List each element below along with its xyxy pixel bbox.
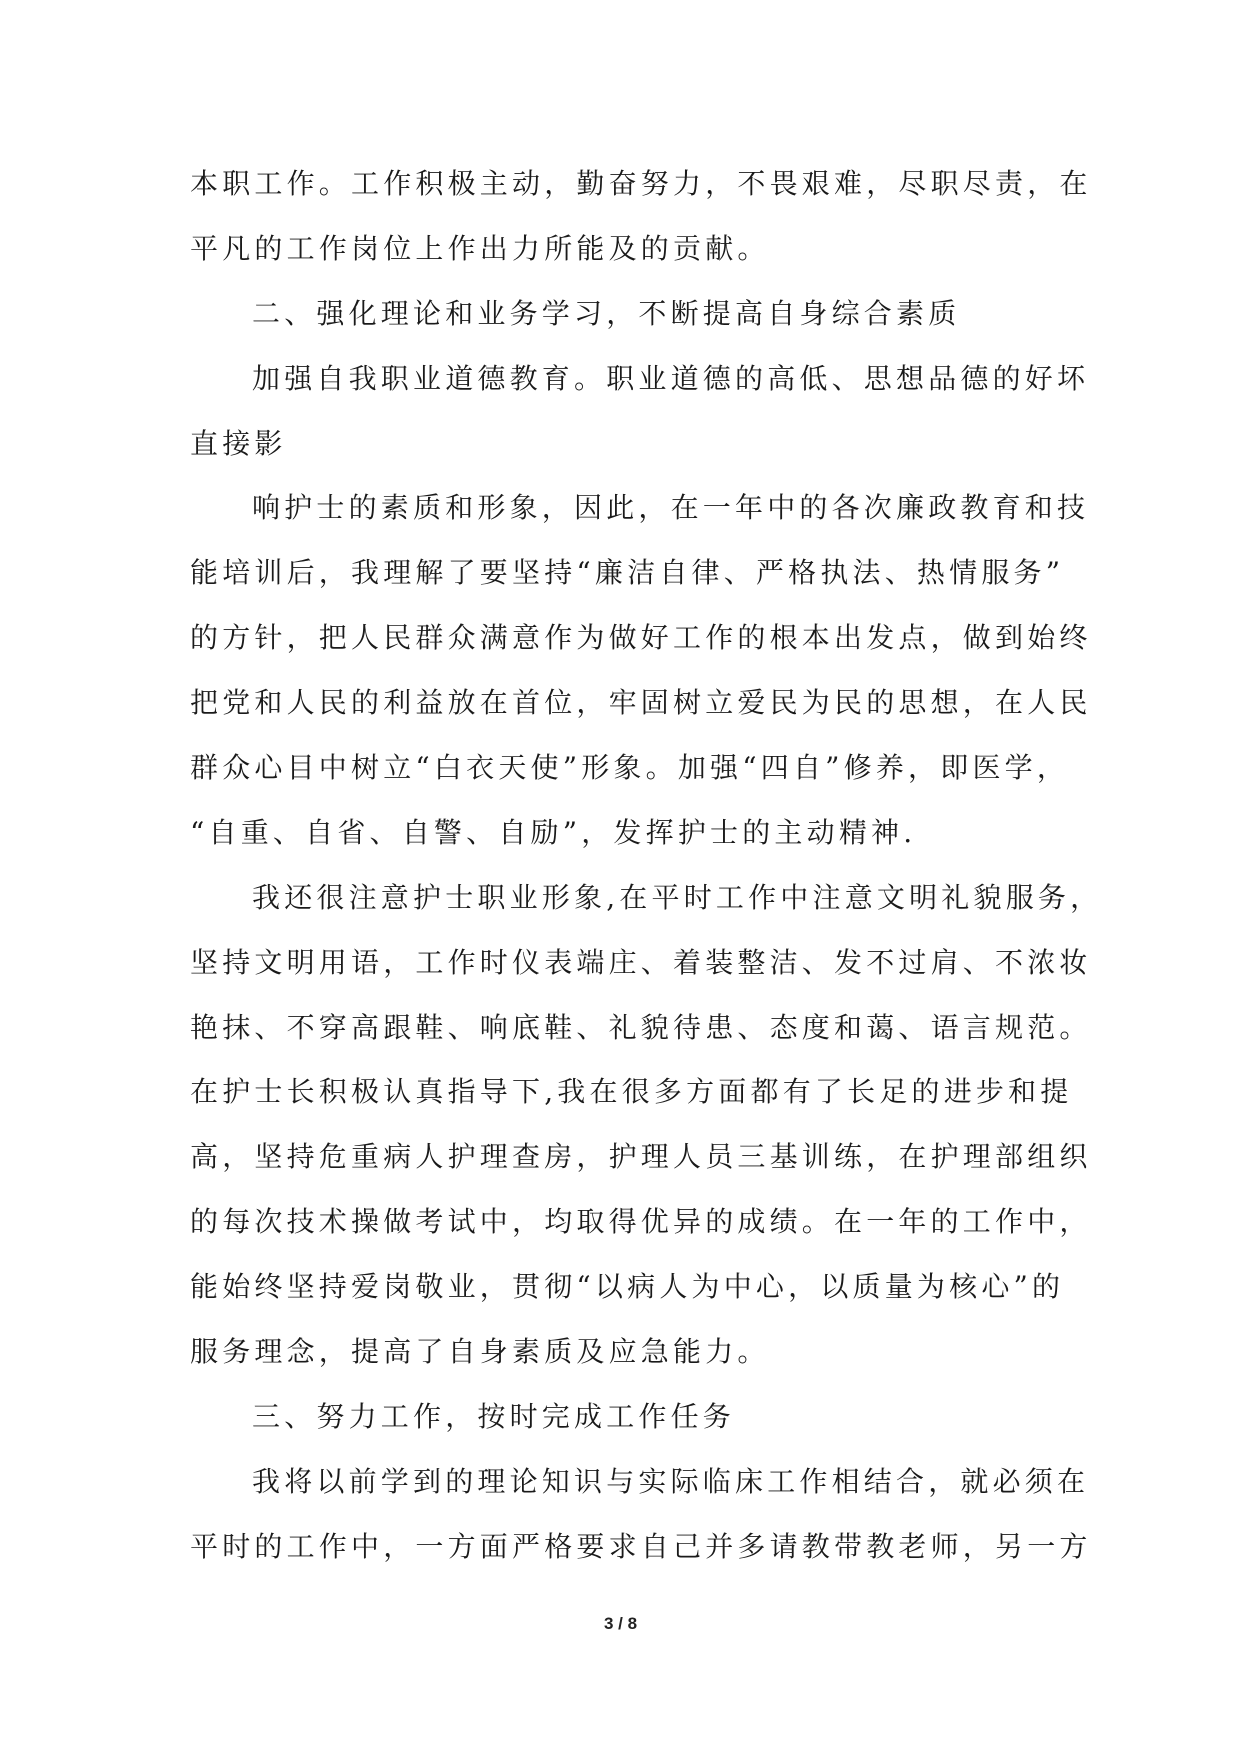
body-text	[190, 152, 1103, 1580]
text-line: 高，坚持危重病人护理查房，护理人员三基训练，在护理部组织	[190, 1140, 1092, 1174]
section-heading-2: 二、强化理论和业务学习，不断提高自身综合素质	[252, 296, 961, 330]
text-line: 把党和人民的利益放在首位，牢固树立爱民为民的思想，在人民	[190, 686, 1092, 720]
text-line: “自重、自省、自警、自励”，发挥护士的主动精神.	[190, 815, 917, 849]
text-line: 艳抹、不穿高跟鞋、响底鞋、礼貌待患、态度和蔼、语言规范。	[190, 1010, 1092, 1044]
text-line: 能始终坚持爱岗敬业，贯彻“以病人为中心，以质量为核心”的	[190, 1270, 1065, 1304]
section-heading-3: 三、努力工作，按时完成工作任务	[252, 1399, 736, 1433]
text-line: 加强自我职业道德教育。职业道德的高低、思想品德的好坏	[252, 361, 1090, 395]
text-line: 我将以前学到的理论知识与实际临床工作相结合，就必须在	[252, 1464, 1090, 1498]
text-line: 服务理念，提高了自身素质及应急能力。	[190, 1335, 770, 1369]
text-line: 响护士的素质和形象，因此，在一年中的各次廉政教育和技	[252, 491, 1090, 525]
text-line: 的每次技术操做考试中，均取得优异的成绩。在一年的工作中，	[190, 1205, 1092, 1239]
text-line: 本职工作。工作积极主动，勤奋努力，不畏艰难，尽职尽责，在	[190, 167, 1092, 200]
text-line: 的方针，把人民群众满意作为做好工作的根本出发点，做到始终	[190, 621, 1092, 655]
text-line: 能培训后，我理解了要坚持“廉洁自律、严格执法、热情服务”	[190, 556, 1065, 590]
text-line: 我还很注意护士职业形象,在平时工作中注意文明礼貌服务，	[252, 880, 1103, 914]
text-line: 平凡的工作岗位上作出力所能及的贡献。	[190, 231, 770, 265]
text-line: 在护士长积极认真指导下,我在很多方面都有了长足的进步和提	[190, 1075, 1073, 1109]
text-line: 坚持文明用语，工作时仪表端庄、着装整洁、发不过肩、不浓妆	[190, 945, 1092, 979]
text-line: 直接影	[190, 426, 287, 460]
page-number: 3 / 8	[603, 1614, 638, 1633]
text-line: 平时的工作中，一方面严格要求自己并多请教带教老师，另一方	[190, 1529, 1092, 1563]
text-line: 群众心目中树立“白衣天使”形象。加强“四自”修养，即医学，	[190, 751, 1070, 785]
